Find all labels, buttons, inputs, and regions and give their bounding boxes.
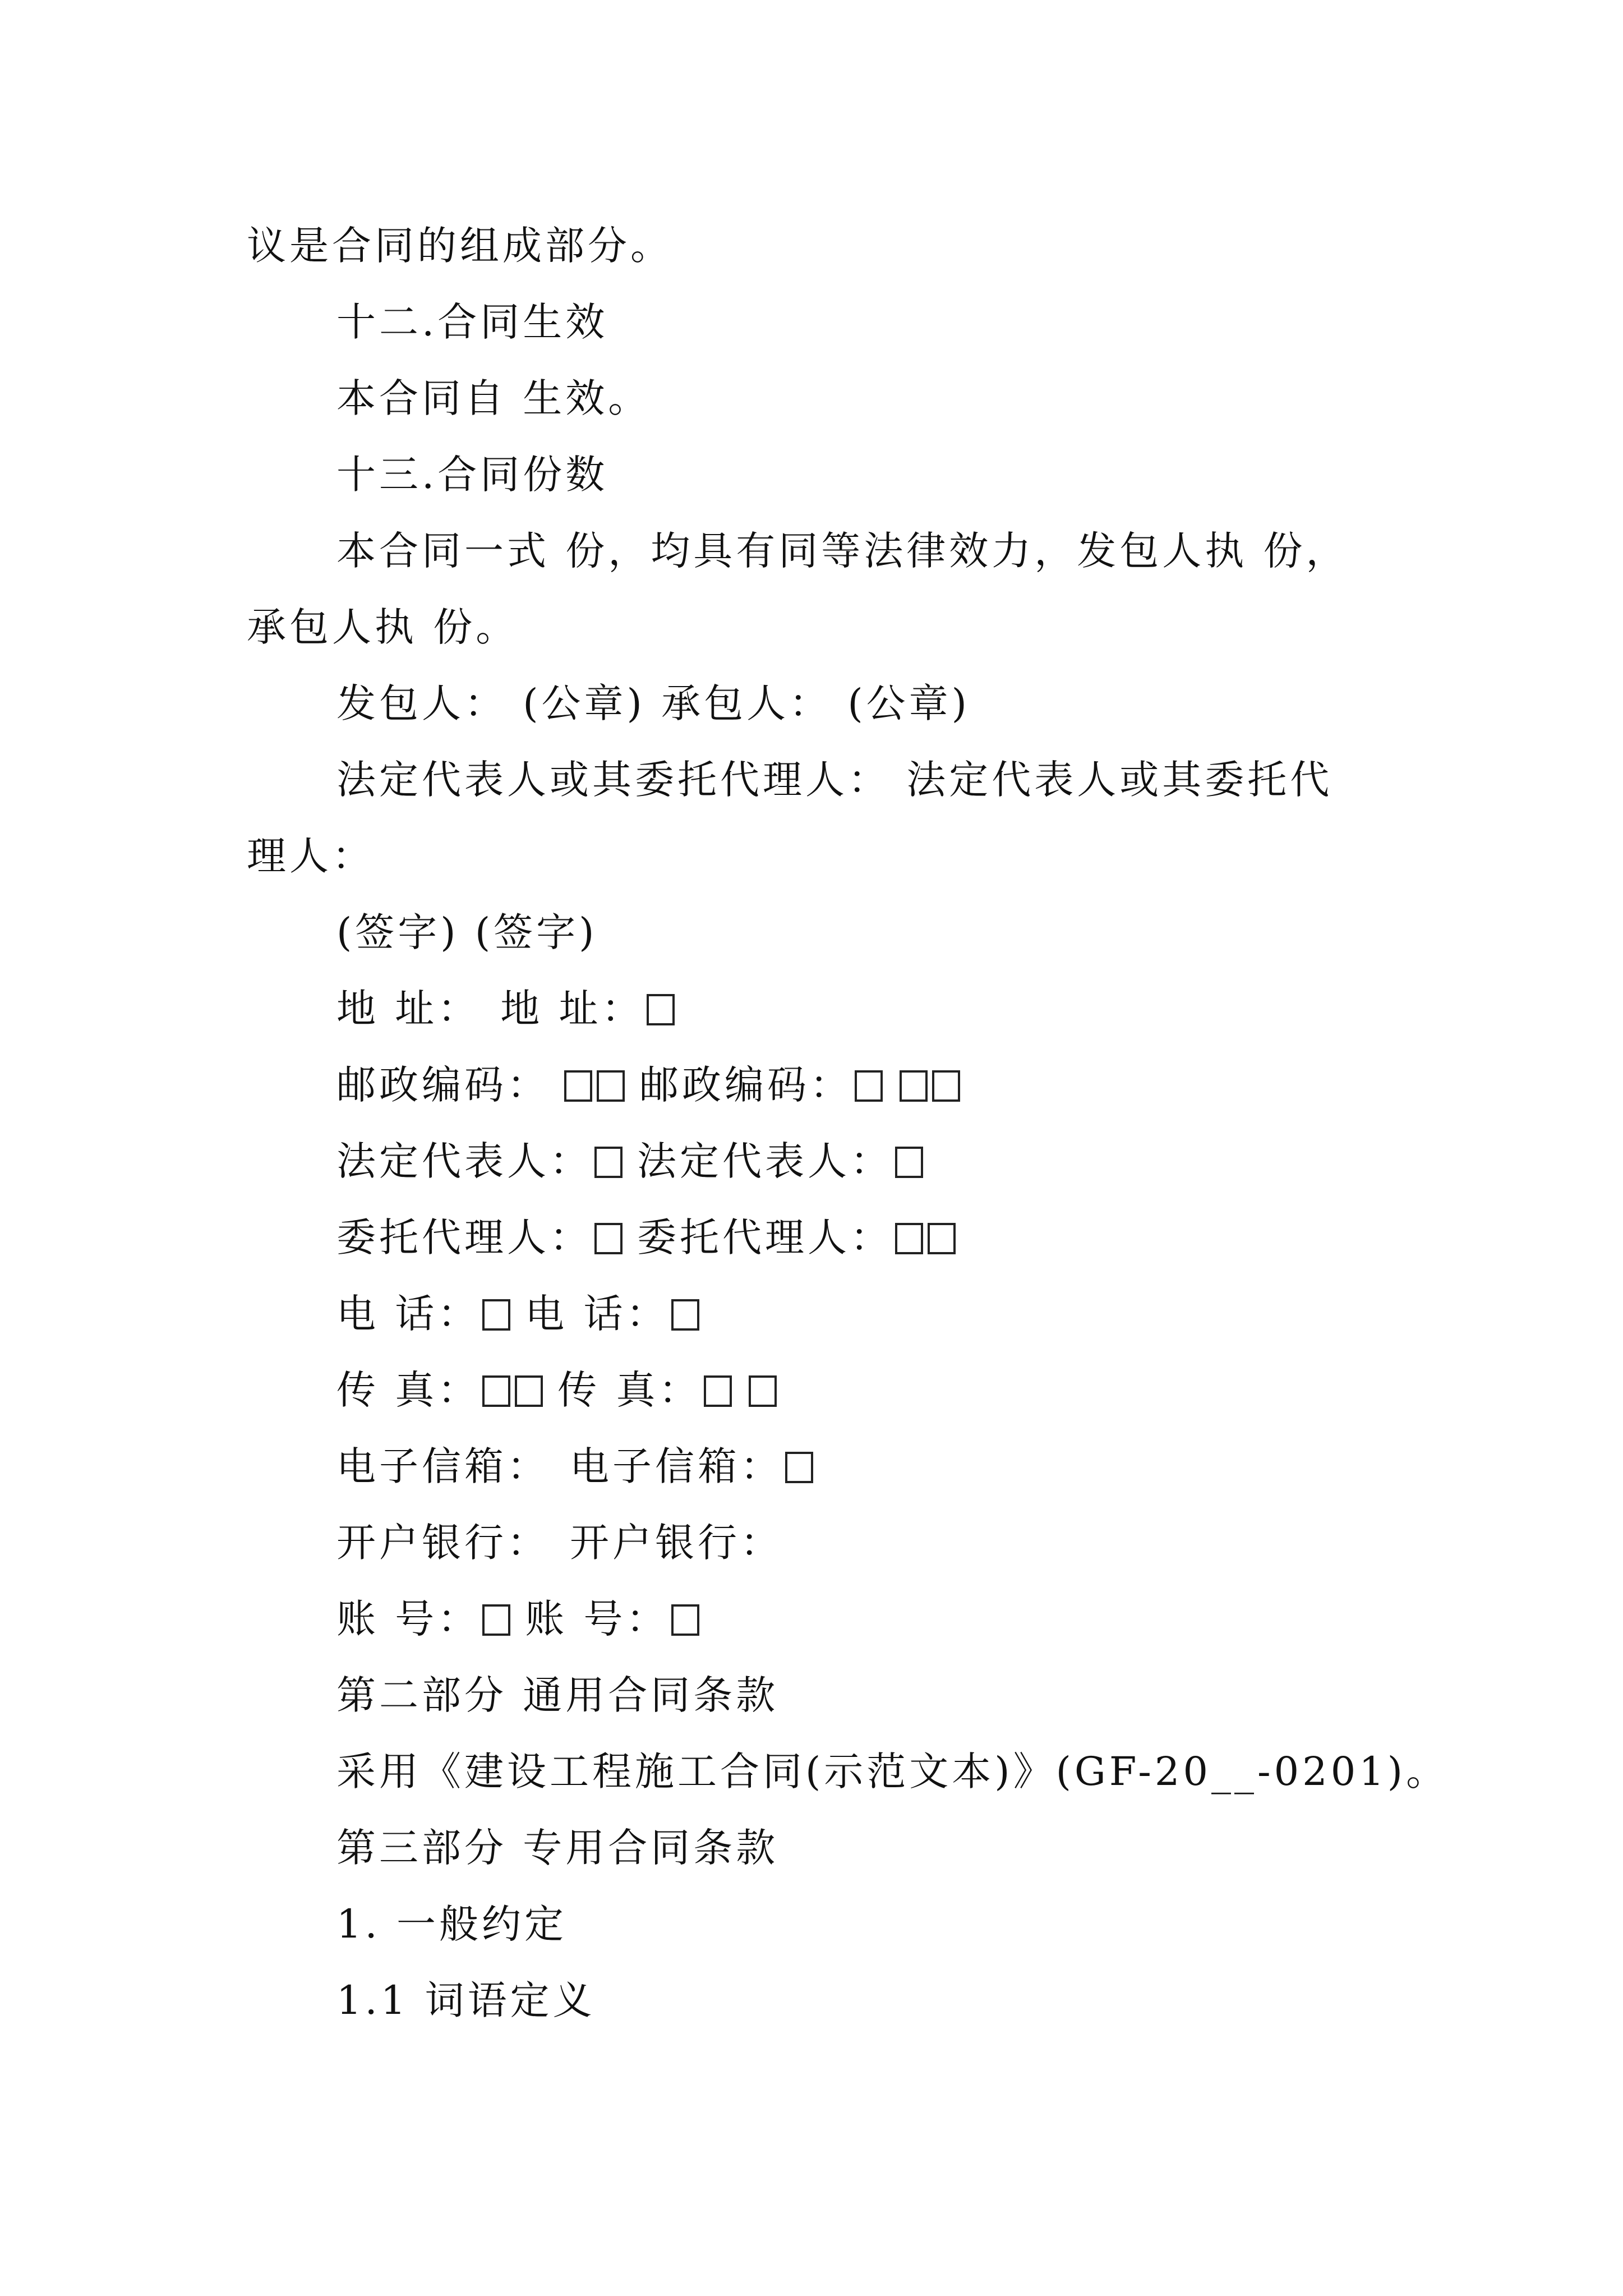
blank-box xyxy=(594,1223,623,1254)
legal-rep-row xyxy=(247,1123,1436,1199)
postcode-label: 邮政编码： xyxy=(639,1062,852,1108)
blank-box xyxy=(597,1070,625,1102)
blank-box xyxy=(900,1070,928,1102)
bank-label: 开户银行： xyxy=(570,1520,783,1566)
account-label: 账 号： xyxy=(525,1596,669,1642)
fax-label: 传 真： xyxy=(557,1367,702,1413)
blank-box xyxy=(482,1375,510,1407)
paragraph-text: 议是合同的组成部分。 xyxy=(247,223,673,269)
postcode-label: 邮政编码： xyxy=(336,1062,550,1108)
blank-box xyxy=(895,1147,923,1178)
agent-row xyxy=(247,1199,1436,1276)
legal-rep-label: 法定代表人： xyxy=(336,1138,592,1184)
paragraph-text: 承包人执 份。 xyxy=(247,604,519,650)
postcode-row xyxy=(247,1047,1436,1123)
phone-row xyxy=(247,1276,1436,1352)
email-row xyxy=(247,1428,1436,1504)
clause-heading-copies: 十三.合同份数 xyxy=(336,452,608,498)
part-two-text: 采用《建设工程施工合同(示范文本)》(GF-20__-0201)。 xyxy=(336,1749,1449,1795)
bank-label: 开户银行： xyxy=(336,1520,550,1566)
account-label: 账 号： xyxy=(336,1596,481,1642)
signature-representative-line: 法定代表人或其委托代理人： 法定代表人或其委托代 xyxy=(336,757,1333,803)
part-three-heading: 第三部分 专用合同条款 xyxy=(336,1825,779,1871)
blank-box xyxy=(749,1375,777,1407)
fax-row xyxy=(247,1352,1436,1428)
blank-box xyxy=(647,994,675,1025)
part-two-heading: 第二部分 通用合同条款 xyxy=(336,1672,779,1718)
clause-heading-effectiveness: 十二.合同生效 xyxy=(336,299,608,345)
signature-sign-line: (签字) (签字) xyxy=(336,909,598,955)
blank-box xyxy=(515,1375,543,1407)
signature-representative-line-cont: 理人： xyxy=(247,833,375,879)
phone-label: 电 话： xyxy=(336,1291,481,1337)
blank-box xyxy=(564,1070,592,1102)
blank-box xyxy=(594,1147,623,1178)
blank-box xyxy=(855,1070,883,1102)
blank-box xyxy=(895,1223,923,1254)
blank-box xyxy=(671,1299,699,1331)
email-label: 电子信箱： xyxy=(570,1443,783,1489)
blank-box xyxy=(704,1375,732,1407)
legal-rep-label: 法定代表人： xyxy=(637,1138,893,1184)
bank-row xyxy=(247,1504,1436,1581)
paragraph-text: 本合同自 生效。 xyxy=(336,375,651,421)
blank-box xyxy=(785,1452,813,1483)
agent-label: 委托代理人： xyxy=(336,1214,592,1260)
document-body xyxy=(247,208,1449,2039)
blank-box xyxy=(482,1604,510,1636)
blank-box xyxy=(482,1299,510,1331)
paragraph-text: 本合同一式 份，均具有同等法律效力，发包人执 份， xyxy=(336,528,1349,574)
section-heading-general: 1. 一般约定 xyxy=(336,1901,568,1947)
blank-box xyxy=(671,1604,699,1636)
fax-label: 传 真： xyxy=(336,1367,481,1413)
address-row xyxy=(247,970,1436,1047)
address-label: 地 址： xyxy=(336,986,481,1032)
signature-party-line: 发包人： (公章) 承包人： (公章) xyxy=(336,680,970,726)
email-label: 电子信箱： xyxy=(336,1443,550,1489)
section-heading-definitions: 1.1 词语定义 xyxy=(336,1977,596,2023)
address-label: 地 址： xyxy=(500,986,644,1032)
blank-box xyxy=(932,1070,960,1102)
blank-box xyxy=(928,1223,956,1254)
phone-label: 电 话： xyxy=(525,1291,669,1337)
account-row xyxy=(247,1581,1436,1657)
agent-label: 委托代理人： xyxy=(637,1214,893,1260)
